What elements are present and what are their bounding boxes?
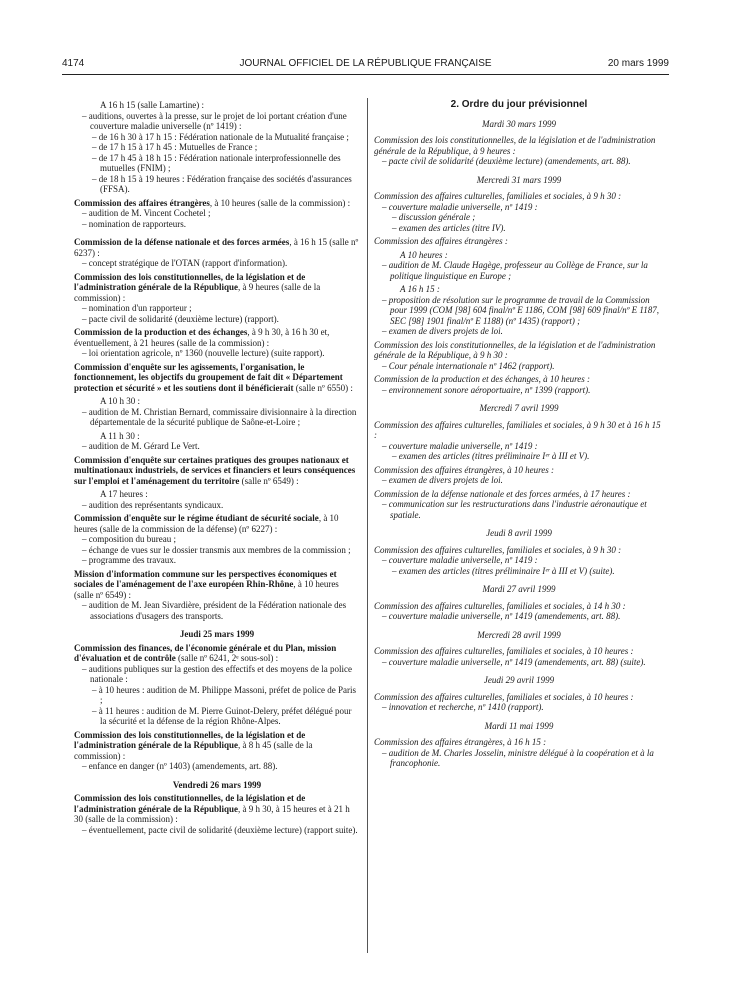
agenda-entry: – couverture maladie universelle, nº 1419 : [382,201,538,212]
date-heading: Mardi 11 mai 1999 [484,720,554,731]
header-rule [62,74,669,75]
agenda-entry: Commission de la défense nationale et des forces armées, à 17 heures : [374,488,631,499]
agenda-entry: Vendredi 26 mars 1999 [172,779,262,790]
page-number: 4174 [62,58,85,69]
agenda-entry: – examen de divers projets de loi. [382,475,503,485]
agenda-entry: – de 16 h 30 à 17 h 15 : Fédération nationale de la Mutualité française ; [92,131,349,142]
agenda-entry: A 16 h 15 (salle Lamartine) : [100,100,204,110]
agenda-entry: A 17 heures : [100,489,148,499]
agenda-entry: Commission des lois constitutionnelles, de la législation et de l'administration générale de la République, à 9 heures : [374,135,656,156]
date-heading: Mercredi 28 avril 1999 [477,629,561,640]
agenda-entry: – couverture maladie universelle, nº 1419 : [382,555,538,565]
agenda-entry: Commission des affaires culturelles, familiales et sociales, à 10 heures : [374,646,634,656]
agenda-entry: Commission des lois constitutionnelles, de la législation et de l'administration générale de la République, à 9 h 30, à 15 heures et à 21 h 30 (salle de la commission) : [74,793,350,824]
date-heading: Mardi 30 mars 1999 [482,118,556,129]
agenda-entry: – auditions publiques sur la gestion des effectifs et des moyens de la police nationale : [82,663,353,684]
agenda-entry: – audition de M. Vincent Cochetel ; [82,208,211,218]
agenda-entry: – communication sur les restructurations dans l'industrie aéronautique et spatiale. [382,499,647,520]
date-heading: Mardi 27 avril 1999 [482,584,556,594]
agenda-entry: – composition du bureau ; [82,534,176,544]
agenda-entry: – éventuellement, pacte civil de solidarité (deuxième lecture) (rapport suite). [82,824,358,835]
agenda-entry: Commission d'enquête sur le régime étudiant de sécurité sociale, à 10 heures (salle de la commission de la défense) (nº 6227) : [74,513,339,534]
agenda-entry: Commission de la défense nationale et des forces armées, à 16 h 15 (salle nº 6237) : [74,237,359,258]
agenda-entry: A 11 h 30 : [100,430,140,441]
agenda-entry: – Cour pénale internationale nº 1462 (rapport). [382,360,555,371]
agenda-entry: – à 10 heures : audition de M. Philippe Massoni, préfet de police de Paris ; [92,684,356,705]
agenda-entry: – enfance en danger (nº 1403) (amendements, art. 88). [82,761,278,771]
agenda-entry: Mission d'information commune sur les perspectives économiques et sociales de l'aménagement de l'axe européen Rhin-Rhône, à 10 heures (salle nº 6549) : [74,568,339,600]
column-divider [367,98,368,953]
agenda-entry: – concept stratégique de l'OTAN (rapport d'information). [82,258,288,268]
agenda-entry: – loi orientation agricole, nº 1360 (nouvelle lecture) (suite rapport). [82,348,325,358]
agenda-entry: – audition de M. Gérard Le Vert. [82,441,200,451]
agenda-entry: – discussion générale ; [392,212,476,222]
agenda-entry: Commission d'enquête sur les agissements, l'organisation, le fonctionnement, les objectifs du groupement de fait dit « Département protection et sécurité » et les soutiens dont il bénéficierait (salle nº 6550) : [74,361,353,393]
agenda-entry: A 10 heures : [400,249,448,260]
agenda-entry: – couverture maladie universelle, nº 1419 : [382,440,538,451]
right-column [374,100,664,769]
agenda-entry: – examen de divers projets de loi. [382,326,503,336]
agenda-entry: – de 17 h 45 à 18 h 15 : Fédération nationale interprofessionnelle des mutuelles (FNIM) ; [92,152,341,173]
agenda-entry: – pacte civil de solidarité (deuxième lecture) (rapport). [82,313,279,324]
agenda-entry: Commission des affaires étrangères, à 10 heures (salle de la commission) : [74,197,351,208]
agenda-entry: – programme des travaux. [82,555,176,565]
agenda-entry: – couverture maladie universelle, nº 1419 (amendements, art. 88) (suite). [382,656,646,667]
agenda-entry: Commission de la production et des échanges, à 10 heures : [374,374,591,384]
agenda-entry: – environnement sonore aéroportuaire, nº 1399 (rapport). [382,384,591,395]
agenda-entry: A 10 h 30 : [100,396,141,406]
agenda-entry: – nomination d'un rapporteur ; [82,303,192,313]
agenda-entry: – à 11 heures : audition de M. Pierre Guinot-Delery, préfet délégué pour la sécurité et la défense de la région Rhône-Alpes. [92,705,352,726]
page-header [62,58,669,74]
agenda-entry: Commission d'enquête sur certaines pratiques des groupes nationaux et multinationaux industriels, de services et financiers et leurs conséquences sur l'emploi et l'aménagement du territoire (salle nº 6549) : [74,454,356,486]
agenda-entry: Commission des affaires étrangères, à 16 h 15 : [374,737,547,747]
agenda-entry: – échange de vues sur le dossier transmis aux membres de la commission ; [82,544,351,555]
agenda-entry: Commission des affaires étrangères, à 10 heures : [374,464,554,475]
date-heading: Mercredi 7 avril 1999 [479,403,559,413]
agenda-entry: – examen des articles (titre IV). [392,222,506,233]
agenda-entry: – audition de M. Charles Josselin, ministre délégué à la coopération et à la francophonie. [382,747,654,768]
agenda-entry: Commission des affaires culturelles, familiales et sociales, à 9 h 30 : [374,191,622,201]
agenda-entry: Commission de la production et des échanges, à 9 h 30, à 16 h 30 et, éventuellement, à 21 heures (salle de la commission) : [74,327,330,348]
agenda-entry: Commission des affaires culturelles, familiales et sociales, à 9 h 30 : [374,544,622,555]
agenda-entry: – innovation et recherche, nº 1410 (rapport). [382,702,544,712]
agenda-entry: – de 17 h 15 à 17 h 45 : Mutuelles de France ; [92,142,258,152]
agenda-entry: – audition de M. Claude Hagège, professeur au Collège de France, sur la politique linguistique en Europe ; [382,260,648,281]
date-heading: Jeudi 8 avril 1999 [486,528,552,538]
agenda-entry: – pacte civil de solidarité (deuxième lecture) (amendements, art. 88). [382,156,631,166]
agenda-entry: – examen des articles (titres préliminaire Iᵉʳ à III et V). [392,451,590,461]
agenda-entry: – audition de M. Christian Bernard, commissaire divisionnaire à la direction départementale de la sécurité publique de Saône-et-Loire ; [82,406,357,427]
agenda-entry: Commission des finances, de l'économie générale et du Plan, mission d'évaluation et de contrôle (salle nº 6241, 2ᵉ sous-sol) : [74,642,337,663]
journal-title: JOURNAL OFFICIEL DE LA RÉPUBLIQUE FRANÇAISE [239,58,492,69]
date-heading: Jeudi 29 avril 1999 [483,675,555,685]
agenda-entry: – examen des articles (titres préliminaire Iᵉʳ à III et V) (suite). [392,565,615,576]
agenda-entry: Commission des affaires culturelles, familiales et sociales, à 14 h 30 : [374,600,626,611]
agenda-entry: Commission des lois constitutionnelles, de la législation et de l'administration générale de la République, à 8 h 45 (salle de la commission) : [74,729,313,761]
section-title: 2. Ordre du jour prévisionnel [450,99,588,110]
agenda-entry: Jeudi 25 mars 1999 [179,629,255,639]
agenda-entry: – couverture maladie universelle, nº 1419 (amendements, art. 88). [382,611,621,621]
agenda-entry: Commission des affaires culturelles, familiales et sociales, à 10 heures : [374,691,634,702]
left-column [74,100,360,835]
agenda-entry: – audition des représentants syndicaux. [82,499,224,510]
agenda-entry: – auditions, ouvertes à la presse, sur le projet de loi portant création d'une couverture maladie universelle (nº 1419) : [82,110,347,131]
issue-date: 20 mars 1999 [607,58,669,69]
agenda-entry: Commission des affaires culturelles, familiales et sociales, à 9 h 30 et à 16 h 15 : [374,419,661,440]
agenda-entry: – nomination de rapporteurs. [82,218,186,229]
agenda-entry: Commission des affaires étrangères : [374,236,508,246]
agenda-entry: – de 18 h 15 à 19 heures : Fédération française des sociétés d'assurances (FFSA). [92,173,352,194]
agenda-entry: – proposition de résolution sur le programme de travail de la Commission pour 1999 (COM [98] 604 final/nº E 1186, COM [98] 609 final/nº E 1187, SEC [98] 1901 final/nº E 1188) (nº 1435) (rapport) ; [382,294,660,326]
date-heading: Mercredi 31 mars 1999 [476,174,562,185]
agenda-entry: A 16 h 15 : [400,284,440,294]
agenda-entry: Commission des lois constitutionnelles, de la législation et de l'administration générale de la République, à 9 heures (salle de la commission) : [74,271,321,303]
agenda-entry: Commission des lois constitutionnelles, de la législation et de l'administration générale de la République, à 9 h 30 : [374,339,656,360]
agenda-entry: – audition de M. Jean Sivardière, président de la Fédération nationale des associations d'usagers des transports. [82,600,347,621]
